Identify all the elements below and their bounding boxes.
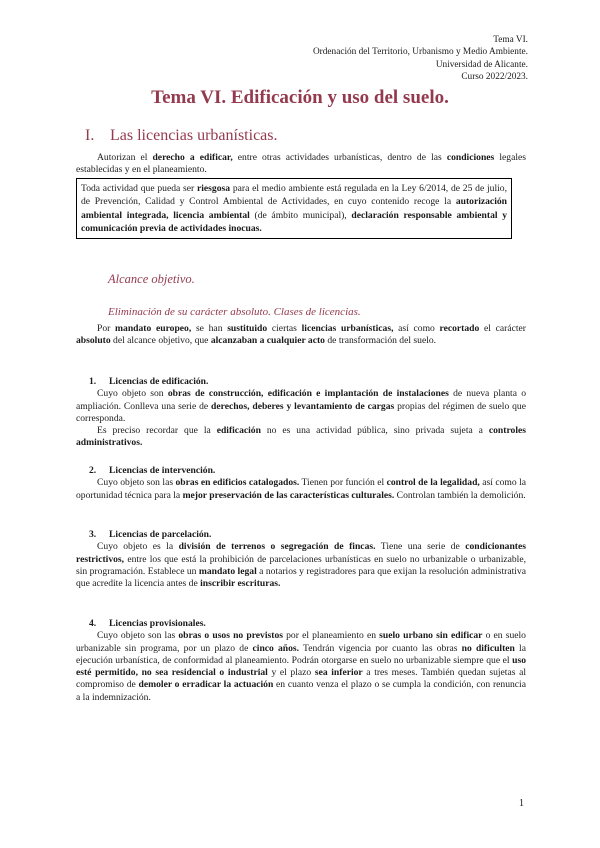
note-box: Toda actividad que pueda ser riesgosa para el medio ambiente está regulada en la Ley 6/2014, de 25 de julio, de Prevención, Calidad y Control Ambiental de Actividades, en cuyo contenido recoge la autorización ambiental integrada, licencia ambiental (de ámbito municipal), declaración responsable ambiental y comunicación previa de actividades inocuas. [76, 178, 512, 239]
subsubsection-heading: Eliminación de su carácter absoluto. Clases de licencias. [108, 306, 361, 318]
license-paragraph: Cuyo objeto son obras de construcción, edificación e implantación de instalaciones de nueva planta o ampliación. Conlleva una serie de derechos, deberes y levantamiento de cargas propias del régimen de suelo que corresponda. [76, 388, 526, 424]
page-title: Tema VI. Edificación y uso del suelo. [151, 87, 449, 108]
scope-paragraph: Por mandato europeo, se han sustituido ciertas licencias urbanísticas, así como recortado el carácter absoluto del alcance objetivo, que alcanzaban a cualquier acto de transformación del suelo. [76, 323, 526, 347]
intro-paragraph: Autorizan el derecho a edificar, entre otras actividades urbanísticas, dentro de las condiciones legales establecidas y en el planeamiento. [76, 152, 527, 176]
page-number: 1 [519, 798, 524, 809]
header-line-1: Tema VI. [493, 35, 528, 45]
license-title: 2. Licencias de intervención. [89, 465, 216, 476]
header-line-3: Universidad de Alicante. [435, 59, 528, 70]
license-title: 3. Licencias de parcelación. [89, 529, 212, 540]
header-line-4: Curso 2022/2023. [461, 71, 528, 82]
license-title: 1. Licencias de edificación. [89, 376, 209, 387]
license-item-edificacion [76, 376, 526, 450]
page-header [313, 34, 528, 83]
license-paragraph: Cuyo objeto es la división de terrenos o segregación de fincas. Tiene una serie de condicionantes restrictivos, entre los que está la prohibición de parcelaciones urbanísticas en suelo no urbanizable o urbanizable, sin programación. Establece un mandato legal a notarios y registradores para que exijan la resolución administrativa que acredite la licencia antes de inscribir escrituras. [76, 541, 526, 590]
license-paragraph: Cuyo objeto son las obras en edificios catalogados. Tienen por función el control de la legalidad, así como la oportunidad técnica para la mejor preservación de las características culturales. Controlan también la demolición. [76, 477, 527, 501]
subsection-heading: Alcance objetivo. [108, 272, 195, 286]
section-number: I. [85, 127, 95, 144]
section-title: Las licencias urbanísticas. [110, 127, 278, 144]
header-line-2: Ordenación del Territorio, Urbanismo y Medio Ambiente. [312, 47, 528, 58]
license-paragraph: Cuyo objeto son las obras o usos no previstos por el planeamiento en suelo urbano sin edificar o en suelo urbanizable sin programa, por un plazo de cinco años. Tendrán vigencia por cuanto las obras no dificulten la ejecución urbanística, de conformidad al planeamiento. Podrán otorgarse en suelo no urbanizable siempre que el uso esté permitido, no sea residencial o industrial y el plazo sea inferior a tres meses. También quedan sujetas al compromiso de demoler o erradicar la actuación en cuanto venza el plazo o se cumpla la condición, con renuncia a la indemnización. [76, 630, 526, 703]
license-item-intervencion [76, 465, 527, 502]
license-title: 4. Licencias provisionales. [89, 618, 206, 629]
section-heading [85, 127, 278, 145]
license-item-parcelacion [76, 529, 526, 590]
license-item-provisionales [76, 618, 526, 704]
license-paragraph: Es preciso recordar que la edificación no es una actividad pública, sino privada sujeta a controles administrativos. [76, 425, 526, 449]
